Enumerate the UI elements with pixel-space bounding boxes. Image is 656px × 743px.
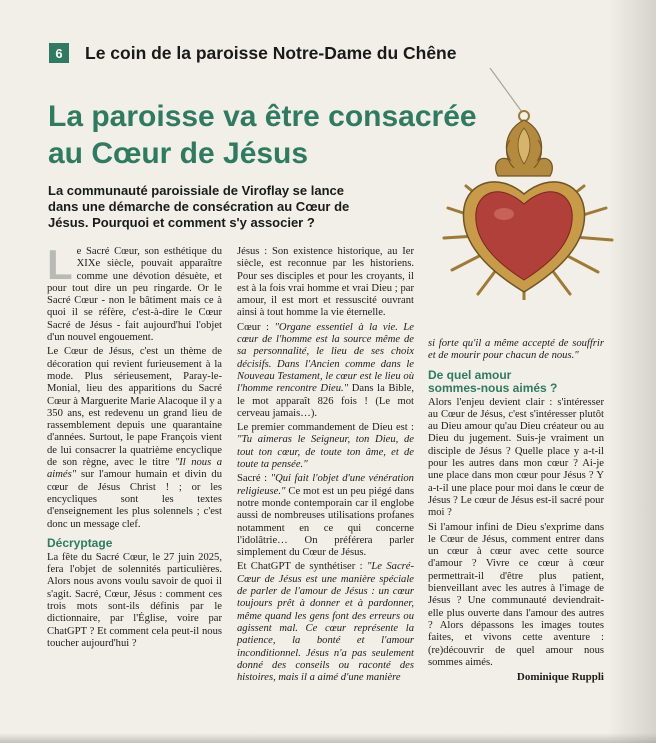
author-signature: Dominique Ruppli [516,671,604,684]
paragraph [237,473,414,559]
section-title: Le coin de la paroisse Notre-Dame du Chêne [85,42,457,63]
paragraph [237,322,414,420]
paragraph-text: Dans la Bible, le mot apparaît 826 fois ! (Le mot cerveau jamais…). [237,383,414,419]
subheading-line: sommes-nous aimés ? [428,380,558,395]
paragraph: Si l'amour infini de Dieu s'exprime dans le Cœur de Jésus, comment entrer dans un cœur à cœur avec cette source d'amour ? Vivre ce cœur à cœur permettrait-il d'être plus patient, bienveillant avec les autres à l'image de Jésus ? Une communauté deviendrait-elle plus ouverte dans l'amour des autres ? Alors dépassons les images toutes faites, et vivons cette aventure : (re)découvrir de quel amour nous sommes aimés. [428,521,604,668]
quote: "Organe essentiel à la vie. Le cœur de l'homme est la source même de sa personnalité, le lieu de ses choix décisifs. Dans l'Ancien comme dans le Nouveau Testament, le cœur est le lieu où l'homme rencontre Dieu." [237,321,414,395]
quote: "Qui fait l'objet d'une vénération religieuse." [237,473,414,497]
page-header [49,42,456,64]
hanging-string [490,68,522,112]
paragraph-text: sur l'amour humain et divin du cœur de Jésus Christ ! ; or les encycliques sont les textes d'enseignement les plus solennels ; c'est donc un message clef. [47,469,222,530]
article-lead: La communauté paroissiale de Viroflay se lance dans une démarche de consécration au Cœur de Jésus. Pourquoi et comment s'y associer ? [48,183,350,230]
paragraph [47,241,222,344]
paragraph-text: Et ChatGPT de synthétiser : [237,561,367,573]
page-bottom-shadow [0,733,656,743]
article-column-3 [428,338,604,683]
headline-line-1: La paroisse va être consacrée [48,100,477,133]
paragraph: La fête du Sacré Cœur, le 27 juin 2025, fera l'objet de solennités particulières. Alors nous avons voulu savoir de quoi il s'agit. Sacré, Cœur, Jésus : comment ces trois mots sont-ils définis par le dictionnaire, par l'Église, voire par ChatGPT ? Et comment cela peut-il nous toucher aujourd'hui ? [47,551,222,649]
subheading-line: De quel amour [428,367,512,382]
subheading-amour [428,369,604,395]
gilded-flames [496,120,553,176]
subheading-decryptage: Décryptage [47,535,113,550]
paragraph-text: Cœur : [237,321,275,333]
paragraph-text: Sacré : [237,473,271,485]
paragraph-text: Le Cœur de Jésus, c'est un thème de décoration qui revient furieusement à la mode. Plus sérieusement, Paray-le-Monial, lieu des apparitions du Sacré Cœur à Marguerite Marie Alacoque il y a 350 ans, est redevenu un grand lieu de rassemblement depuis une quarantaine d'années. Surtout, le pape François vient de lui consacrer la quatrième encyclique de son règne, avec le titre [47,346,222,469]
paragraph-text: e Sacré Cœur, son esthétique du XIXe siècle, pouvait apparaître comme une dévotion désuète, et pour tout dire un peu ringarde. Or le Sacré Cœur - non le bâtiment mais ce à quoi il se réfère, c'est-à-dire le Cœur Sacré de Jésus - fait aujourd'hui l'objet d'un nouvel engouement. [47,246,222,344]
heart-highlight [494,208,514,220]
quote: "Tu aimeras le Seigneur, ton Dieu, de tout ton cœur, de toute ton âme, et de toute ta pensée." [237,434,414,471]
quote: si forte qu'il a même accepté de souffrir et de mourir pour chacun de nous." [428,338,604,362]
headline-line-2: au Cœur de Jésus [48,137,309,170]
article-column-2 [237,246,414,686]
paragraph [237,422,414,471]
paragraph [237,561,414,684]
paragraph: Jésus : Son existence historique, au Ier siècle, est reconnue par les historiens. Pour ses disciples et pour les croyants, il est à la fois vrai homme et vrai Dieu ; par amour, il est mort et ressuscité ouvrant ainsi à tout homme la vie éternelle. [237,246,414,319]
article-column-1 [47,241,222,652]
quote: "Le Sacré-Cœur de Jésus est une manière spéciale de parler de l'amour de Jésus : un cœur toujours prêt à donner et à pardonner, même quand les gens font des erreurs ou agissent mal. Ce cœur représente la patience, la bonté et l'amour inconditionnel. Jésus n'a pas seulement donné des conseils ou raconté des histoires, mais il a aimé d'une manière [237,561,414,684]
dropcap: L [47,241,73,288]
sacred-heart-ornament-icon [438,68,616,300]
paragraph-text: Le premier commandement de Dieu est : [237,422,414,434]
paragraph [47,346,222,530]
paragraph: Alors l'enjeu devient clair : s'intéresser au Cœur de Jésus, c'est s'intéresser plutôt au Dieu amour qu'au Dieu créateur ou au Dieu du jugement. Suis-je vraiment un disciple de Jésus ? Quelle place y a-t-il pour les autres dans mon cœur ? Ai-je une place dans mon cœur pour Jésus ? Y a-t-il une place pour moi dans le cœur de Jésus ? Le cœur de Jésus est-il sacré pour moi ? [428,396,604,519]
encyclical-title: "Il nous a aimés" [47,457,222,481]
page-number-badge: 6 [49,43,69,63]
paragraph [428,338,604,363]
paragraph-text: Ce mot est un peu piégé dans notre monde contemporain car il englobe aussi de nombreuses utilisations profanes notamment en ce qui concerne l'idolâtrie… On préférera parler simplement du Cœur de Jésus. [237,485,414,559]
